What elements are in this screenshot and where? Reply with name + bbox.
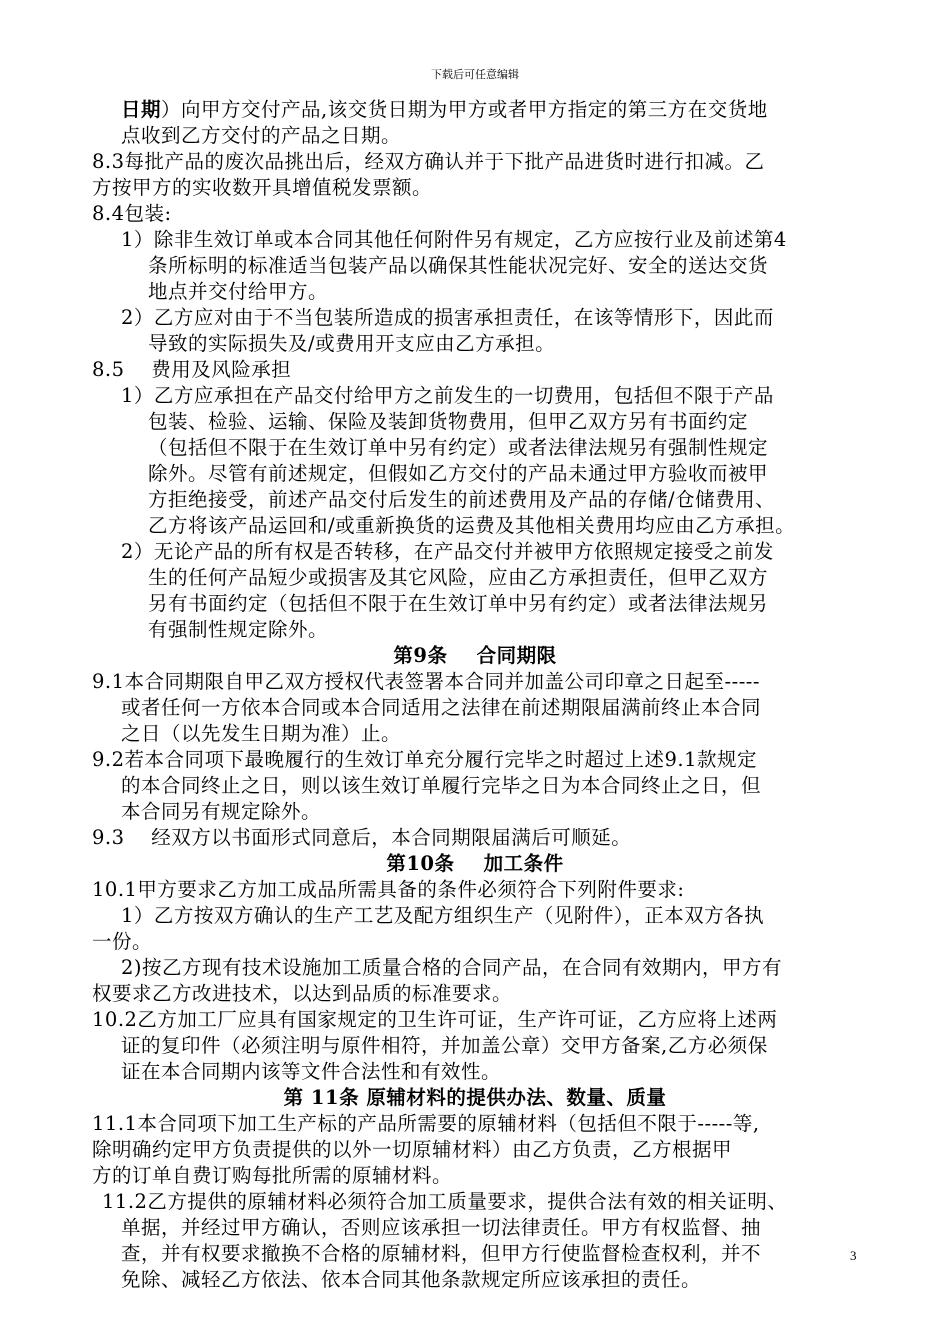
section-heading: 第10条 加工条件 [386, 852, 564, 875]
text-line: 8.3每批产品的废次品挑出后，经双方确认并于下批产品进货时进行扣减。乙 [92, 150, 765, 173]
text-line: 日期）向甲方交付产品,该交货日期为甲方或者甲方指定的第三方在交货地 [121, 98, 768, 121]
text-line: 方按甲方的实收数开具增值税发票额。 [92, 176, 433, 199]
text-line: 8.4包装: [92, 202, 172, 225]
text-line: 除明确约定甲方负责提供的以外一切原辅材料）由乙方负责，乙方根据甲 [92, 1138, 733, 1161]
text-line: 2）乙方应对由于不当包装所造成的损害承担责任，在该等情形下，因此而 [121, 306, 774, 329]
text-line: 地点并交付给甲方。 [148, 280, 329, 303]
section-heading: 第 11条 原辅材料的提供办法、数量、质量 [283, 1086, 667, 1109]
text-line: 10.2乙方加工厂应具有国家规定的卫生许可证，生产许可证，乙方应将上述两 [92, 1008, 778, 1031]
text-line: 之日（以先发生日期为准）止。 [121, 722, 402, 745]
text-line: 2）无论产品的所有权是否转移，在产品交付并被甲方依照规定接受之前发 [121, 540, 774, 563]
text-line: 证在本合同期内该等文件合法性和有效性。 [121, 1060, 502, 1083]
text-line: 免除、减轻乙方依法、依本合同其他条款规定所应该承担的责任。 [121, 1268, 702, 1291]
text-line: 导致的实际损失及/或费用开支应由乙方承担。 [148, 332, 556, 355]
text-line: 点收到乙方交付的产品之日期。 [121, 124, 402, 147]
text-line: 11.1本合同项下加工生产标的产品所需要的原辅材料（包括但不限于-----等, [92, 1112, 760, 1135]
page-header: 下载后可任意编辑 [431, 69, 519, 81]
text-line: 10.1甲方要求乙方加工成品所需具备的条件必须符合下列附件要求: [92, 878, 685, 901]
text-line: 9.3 经双方以书面形式同意后，本合同期限届满后可顺延。 [92, 826, 632, 849]
text-line: 单据，并经过甲方确认，否则应该承担一切法律责任。甲方有权监督、抽 [121, 1216, 762, 1239]
text-line: 或者任何一方依本合同或本合同适用之法律在前述期限届满前终止本合同 [121, 696, 762, 719]
text-line: 方拒绝接受，前述产品交付后发生的前述费用及产品的存储/仓储费用、 [148, 488, 776, 511]
text-line: 8.5 费用及风险承担 [92, 358, 292, 381]
text-line: 包装、检验、运输、保险及装卸货物费用，但甲乙双方另有书面约定 [148, 410, 749, 433]
text-line: （包括但不限于在生效订单中另有约定）或者法律法规另有强制性规定 [148, 436, 769, 459]
text-line: 一份。 [92, 930, 153, 953]
text-line: 乙方将该产品运回和/或重新换货的运费及其他相关费用均应由乙方承担。 [148, 514, 796, 537]
text-line: 9.1本合同期限自甲乙双方授权代表签署本合同并加盖公司印章之日起至----- [92, 670, 760, 693]
text-line: 9.2若本合同项下最晚履行的生效订单充分履行完毕之时超过上述9.1款规定 [92, 748, 758, 771]
text-line: 1）乙方应承担在产品交付给甲方之前发生的一切费用，包括但不限于产品 [121, 384, 774, 407]
text-line: 11.2乙方提供的原辅材料必须符合加工质量要求，提供合法有效的相关证明、 [102, 1190, 788, 1213]
text-line: 有强制性规定除外。 [148, 618, 329, 641]
text-line: 权要求乙方改进技术，以达到品质的标准要求。 [92, 982, 513, 1005]
text-line: 1）除非生效订单或本合同其他任何附件另有规定，乙方应按行业及前述第4 [121, 228, 787, 251]
text-line: 条所标明的标准适当包装产品以确保其性能状况完好、安全的送达交货 [148, 254, 769, 277]
text-line: 的本合同终止之日，则以该生效订单履行完毕之日为本合同终止之日，但 [121, 774, 762, 797]
text-line: 生的任何产品短少或损害及其它风险，应由乙方承担责任，但甲乙双方 [148, 566, 769, 589]
bold-text: 日期 [121, 98, 162, 121]
section-heading: 第9条 合同期限 [393, 644, 557, 667]
page-number: 3 [850, 1248, 857, 1263]
text-line: 1）乙方按双方确认的生产工艺及配方组织生产（见附件），正本双方各执 [121, 904, 765, 927]
text-line: 方的订单自费订购每批所需的原辅材料。 [92, 1164, 453, 1187]
text-line: 本合同另有规定除外。 [121, 800, 322, 823]
text-line: 2)按乙方现有技术设施加工质量合格的合同产品，在合同有效期内，甲方有 [121, 956, 783, 979]
text-line: 另有书面约定（包括但不限于在生效订单中另有约定）或者法律法规另 [148, 592, 769, 615]
text-line: 查，并有权要求撤换不合格的原辅材料，但甲方行使监督检查权利，并不 [121, 1242, 762, 1265]
text-line: 除外。尽管有前述规定，但假如乙方交付的产品未通过甲方验收而被甲 [148, 462, 769, 485]
text-line: 证的复印件（必须注明与原件相符，并加盖公章）交甲方备案,乙方必须保 [121, 1034, 768, 1057]
